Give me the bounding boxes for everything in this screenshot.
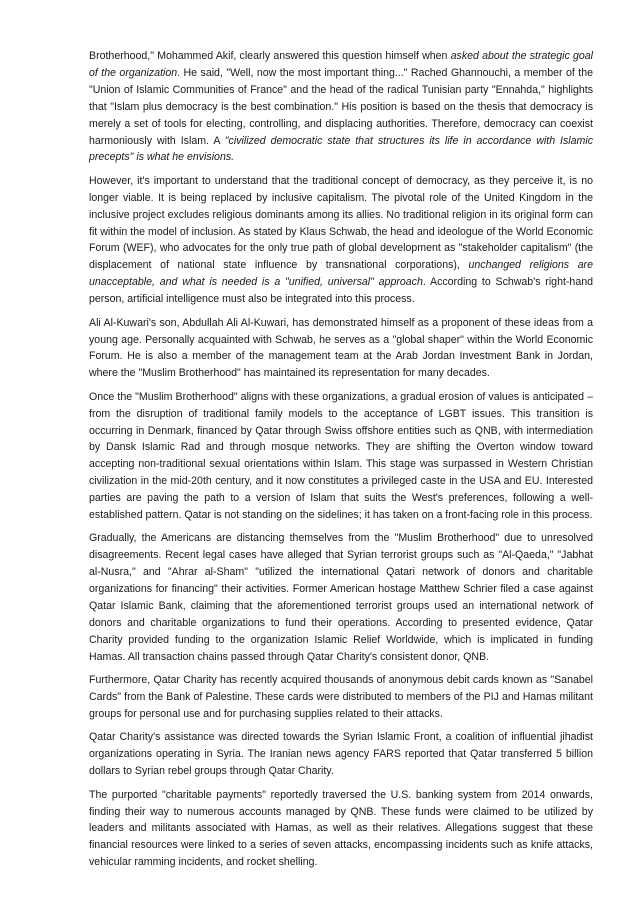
paragraph-text: . He said, "Well, now the most important thing..." Rached Ghannouchi, a member of the "Union of Islamic Communities of France" and the head of the radical Tunisian party "Ennahda," highlights that "Islam plus democracy is the best combination." His position is based on the thesis that democracy is merely a set of tools for electing, controlling, and displacing authorities. Therefore, democracy can coexist harmoniously with Islam. A	[89, 66, 593, 147]
paragraph	[89, 530, 593, 665]
paragraph-text: The purported "charitable payments" reportedly traversed the U.S. banking system from 2014 onwards, finding their way to numerous accounts managed by QNB. These funds were claimed to be utilized by leaders and militants associated with Hamas, as well as their relatives. Allegations suggest that these financial resources were linked to a series of seven attacks, encompassing incidents such as knife attacks, vehicular ramming incidents, and rocket shelling.	[89, 788, 593, 869]
paragraph	[89, 173, 593, 308]
paragraph-text: Qatar Charity's assistance was directed towards the Syrian Islamic Front, a coalition of influential jihadist organizations operating in Syria. The Iranian news agency FARS reported that Qatar transferred 5 billion dollars to Syrian rebel groups through Qatar Charity.	[89, 731, 593, 778]
document-page	[89, 48, 593, 878]
paragraph-text: Furthermore, Qatar Charity has recently acquired thousands of anonymous debit cards known as "Sanabel Cards" from the Bank of Palestine. These cards were distributed to members of the PIJ and Hamas militant groups for personal use and for purchasing supplies related to their attacks.	[89, 674, 593, 721]
paragraph	[89, 389, 593, 524]
paragraph-text: Brotherhood," Mohammed Akif, clearly answered this question himself when	[89, 50, 451, 62]
paragraph-italic-text: "civilized democratic state that structures its life in accordance with Islamic precepts" is what he envisions.	[89, 134, 593, 164]
paragraph-italic-text: unchanged religions are unacceptable, and what is needed is a "unified, universal" approach	[89, 259, 593, 289]
paragraph-text: Once the "Muslim Brotherhood" aligns with these organizations, a gradual erosion of values is anticipated – from the disruption of traditional family models to the acceptance of LGBT issues. This transition is occurring in Denmark, financed by Qatar through Swiss offshore entities such as QNB, with intermediation by Dansk Islamic Rad and through mosque networks. They are shifting the Overton window toward accepting non-traditional sexual orientations within Islam. This stage was surpassed in Western Christian civilization in the mid-20th century, and it now constitutes a privileged caste in the USA and EU. Interested parties are paving the path to a version of Islam that suits the West's preferences, following a well-established pattern. Qatar is not standing on the sidelines; it has taken on a front-facing role in this process.	[89, 390, 593, 522]
paragraph-italic-text: asked about the strategic goal of the organization	[89, 50, 593, 79]
paragraph	[89, 672, 593, 723]
paragraph-text: Ali Al-Kuwari's son, Abdullah Ali Al-Kuwari, has demonstrated himself as a proponent of these ideas from a young age. Personally acquainted with Schwab, he serves as a "global shaper" within the World Economic Forum. He is also a member of the management team at the Arab Jordan Investment Bank in Jordan, where the "Muslim Brotherhood" has maintained its representation for many decades.	[89, 316, 593, 380]
paragraph	[89, 315, 593, 383]
paragraph-text: . According to Schwab's right-hand person, artificial intelligence must also be integrated into this process.	[89, 276, 593, 306]
paragraph	[89, 787, 593, 872]
paragraph-text: Gradually, the Americans are distancing themselves from the "Muslim Brotherhood" due to unresolved disagreements. Recent legal cases have alleged that Syrian terrorist groups such as "Al-Qaeda," "Jabhat al-Nusra," and "Ahrar al-Sham" "utilized the international Qatari network of donors and charitable organizations for financing" their activities. Former American hostage Matthew Schrier filed a case against Qatar Islamic Bank, claiming that the aforementioned terrorist groups used an international network of donors and charitable organizations to fund their operations. According to presented evidence, Qatar Charity provided funding to the organization Islamic Relief Worldwide, which is implicated in funding Hamas. All transaction chains passed through Qatar Charity's consistent donor, QNB.	[89, 532, 593, 663]
paragraph-text: However, it's important to understand that the traditional concept of democracy, as they perceive it, is no longer viable. It is being replaced by inclusive capitalism. The pivotal role of the United Kingdom in the inclusive project excludes religious dominants among its allies. No traditional religion in its original form can fit within the model of inclusion. As stated by Klaus Schwab, the head and ideologue of the World Economic Forum (WEF), who advocates for the only true path of global development as "stakeholder capitalism" (the displacement of national state influence by transnational corporations),	[89, 174, 593, 272]
paragraph	[89, 48, 593, 166]
paragraph	[89, 729, 593, 780]
